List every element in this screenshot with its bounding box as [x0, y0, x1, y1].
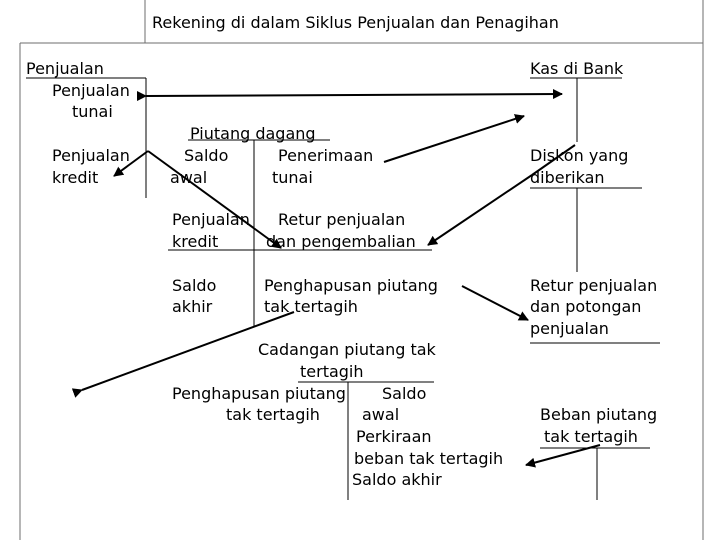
kas-header: Kas di Bank: [530, 59, 624, 78]
piutang-saldo-akhir-line2: akhir: [172, 297, 213, 316]
cadangan-header-line2: tertagih: [300, 362, 364, 381]
cadangan-penghapusan-line2: tak tertagih: [226, 405, 320, 424]
piutang-penghapusan-line2: tak tertagih: [264, 297, 358, 316]
piutang-header: Piutang dagang: [190, 124, 316, 143]
diskon-line2: diberikan: [530, 168, 605, 187]
piutang-penghapusan-line1: Penghapusan piutang: [264, 276, 438, 295]
cadangan-penghapusan-line1: Penghapusan piutang: [172, 384, 346, 403]
arrow-returns-to-potongan: [462, 286, 528, 320]
cadangan-header-line1: Cadangan piutang tak: [258, 340, 436, 359]
arrow-receipts-to-bank: [384, 116, 524, 162]
piutang-saldo-awal-line2: awal: [170, 168, 208, 187]
piutang-saldo-akhir-line1: Saldo: [172, 276, 217, 295]
penerimaan-tunai-line1: Penerimaan: [278, 146, 374, 165]
cadangan-saldo-awal-line2: awal: [362, 405, 400, 424]
penjualan-header: Penjualan: [26, 59, 104, 78]
cadangan-saldo-awal-line1: Saldo: [382, 384, 427, 403]
piutang-saldo-awal-line1: Saldo: [184, 146, 229, 165]
piutang-penjualan-kredit-line1: Penjualan: [172, 210, 250, 229]
penjualan-tunai-line2: tunai: [72, 102, 113, 121]
arrow-discount-to-returns: [428, 175, 532, 245]
cadangan-saldo-akhir: Saldo akhir: [352, 470, 442, 489]
perkiraan-beban-line2: beban tak tertagih: [354, 449, 504, 468]
penjualan-tunai-line1: Penjualan: [52, 81, 130, 100]
diskon-line1: Diskon yang: [530, 146, 629, 165]
penjualan-kredit-line1: Penjualan: [52, 146, 130, 165]
retur-pengembalian-line2: dan pengembalian: [266, 232, 416, 251]
retur-potongan-line3: penjualan: [530, 319, 609, 338]
page-title: Rekening di dalam Siklus Penjualan dan Penagihan: [152, 13, 559, 32]
retur-potongan-line1: Retur penjualan: [530, 276, 658, 295]
penerimaan-tunai-line2: tunai: [272, 168, 313, 187]
retur-potongan-line2: dan potongan: [530, 297, 642, 316]
piutang-penjualan-kredit-line2: kredit: [172, 232, 219, 251]
retur-pengembalian-line1: Retur penjualan: [278, 210, 406, 229]
beban-header-line2: tak tertagih: [544, 427, 638, 446]
penjualan-kredit-line2: kredit: [52, 168, 99, 187]
arrow-cash-sales-to-bank: [146, 94, 562, 96]
beban-header-line1: Beban piutang: [540, 405, 658, 424]
perkiraan-beban-line1: Perkiraan: [356, 427, 432, 446]
